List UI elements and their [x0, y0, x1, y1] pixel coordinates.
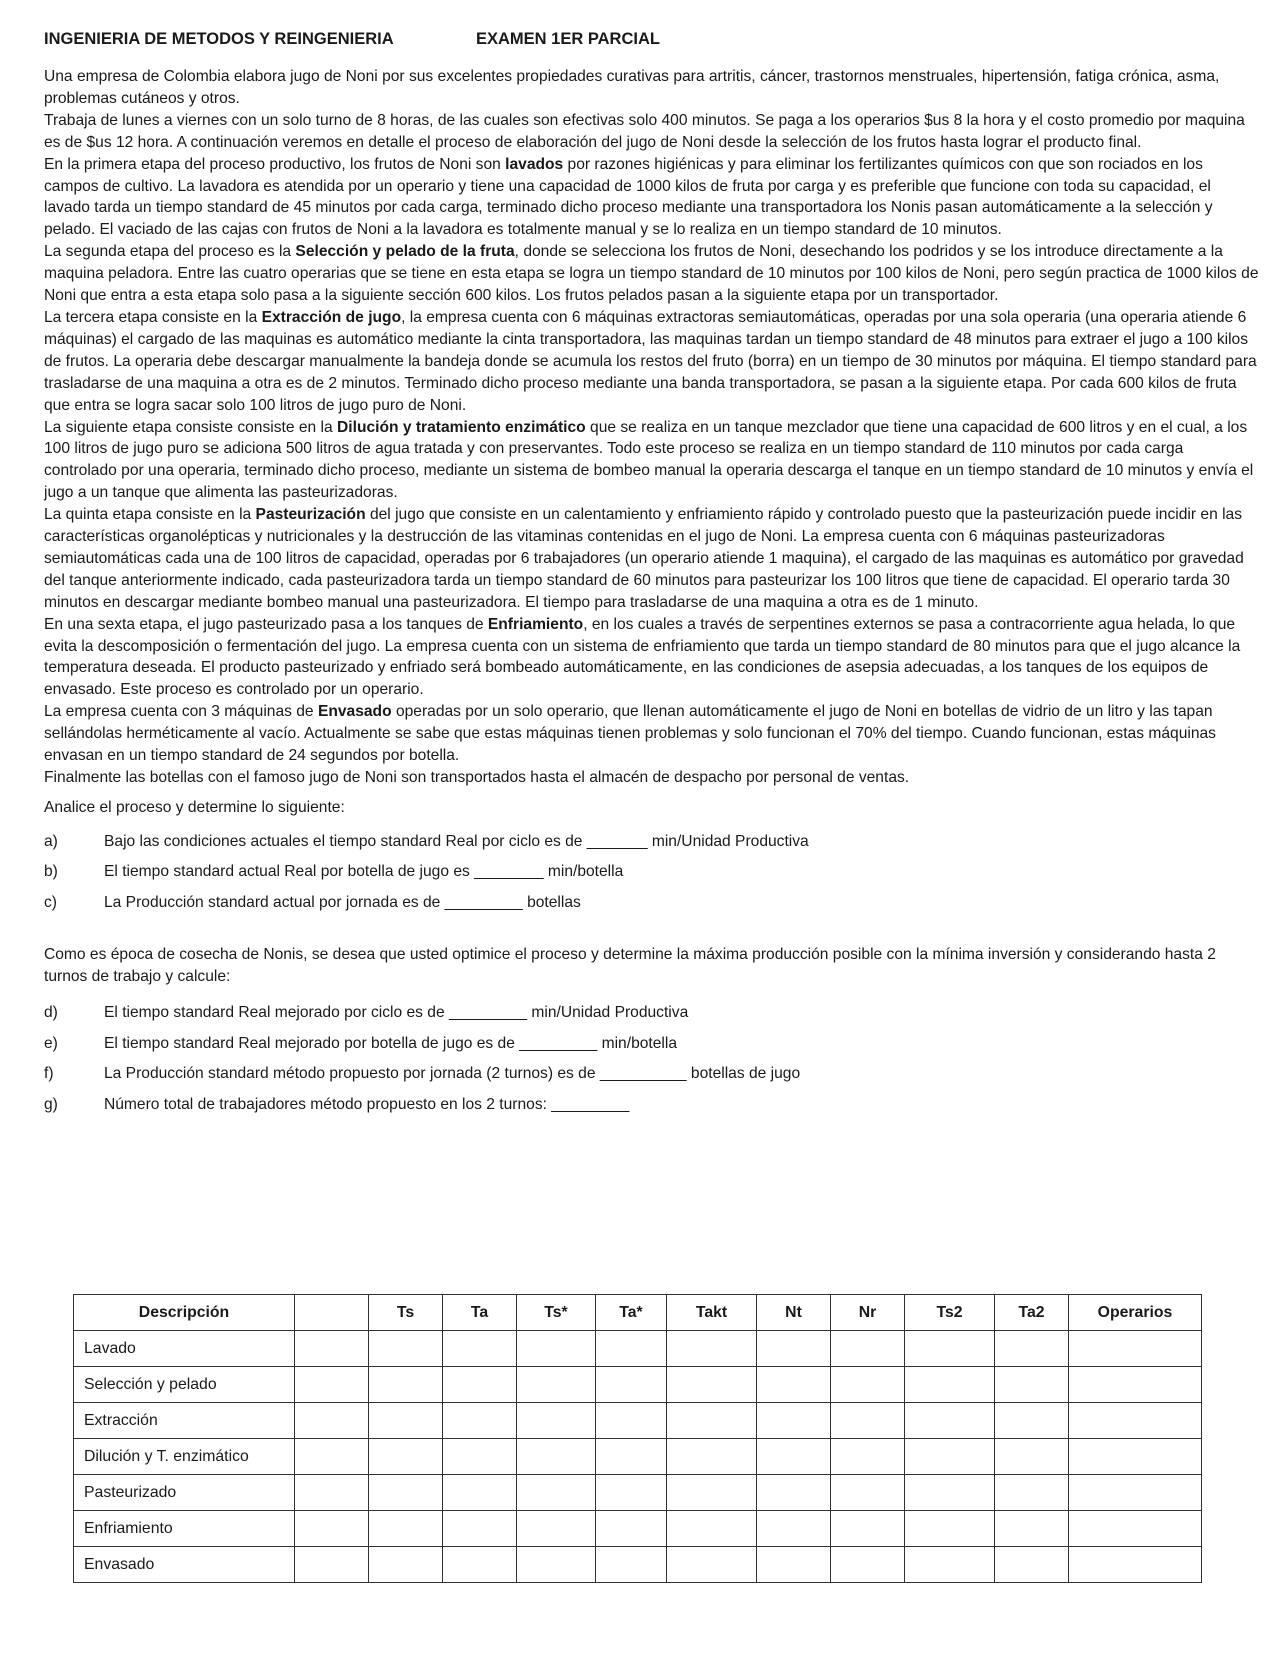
questions-list-optimized — [44, 998, 1264, 1120]
empty-cell — [831, 1547, 905, 1583]
empty-cell — [667, 1367, 757, 1403]
question-d: d) El tiempo standard Real mejorado por ciclo es de _________ min/Unidad Productiva — [44, 1004, 689, 1022]
paragraph-pasteurizacion: La quinta etapa consiste en la Pasteurización del jugo que consiste en un calentamiento y enfriamiento rápido y controlado puesto que la pasteurización puede incidir en las características organolépticas y nutricionales y la destrucción de las vitaminas contenidas en el jugo de Noni. La empresa cuenta con 6 máquinas pasteurizadoras semiautomáticas cada una de 100 litros de capacidad, operadas por 6 trabajadores (un operario atiende 1 maquina), el cargado de las maquinas es automático por gravedad del tanque anteriormente indicado, cada pasteurizadora tarda un tiempo standard de 60 minutos para pasteurizar los 100 litros que tiene de capacidad. El operario tarda 30 minutos en descargar mediante bombeo manual una pasteurizadora. El tiempo para trasladarse de una maquina a otra es de 1 minuto. — [44, 506, 1244, 611]
empty-cell — [369, 1403, 443, 1439]
empty-cell — [517, 1367, 596, 1403]
empty-cell — [369, 1367, 443, 1403]
course-title: INGENIERIA DE METODOS Y REINGENIERIA — [44, 30, 394, 48]
empty-cell — [667, 1403, 757, 1439]
empty-cell — [757, 1367, 831, 1403]
empty-cell — [596, 1547, 667, 1583]
empty-cell — [295, 1403, 369, 1439]
empty-cell — [1069, 1475, 1202, 1511]
empty-cell — [757, 1331, 831, 1367]
empty-cell — [369, 1439, 443, 1475]
analysis-table — [73, 1294, 1202, 1583]
empty-cell — [1069, 1547, 1202, 1583]
empty-cell — [596, 1367, 667, 1403]
empty-cell — [295, 1331, 369, 1367]
empty-cell — [757, 1403, 831, 1439]
questions-heading-optimized: Como es época de cosecha de Nonis, se desea que usted optimice el proceso y determine la máxima producción posible con la mínima inversión y considerando hasta 2 turnos de trabajo y calcule: — [44, 946, 1216, 986]
row-description: Envasado — [74, 1547, 295, 1583]
paragraph-intro: Una empresa de Colombia elabora jugo de Noni por sus excelentes propiedades curativas para artritis, cáncer, trastornos menstruales, hipertensión, fatiga crónica, asma, problemas cutáneos y otros. — [44, 68, 1220, 107]
empty-cell — [1069, 1439, 1202, 1475]
question-a: a) Bajo las condiciones actuales el tiempo standard Real por ciclo es de _______ min/Unidad Productiva — [44, 832, 809, 850]
paragraph-dilucion: La siguiente etapa consiste consiste en la Dilución y tratamiento enzimático que se realiza en un tanque mezclador que tiene una capacidad de 600 litros y en el cual, a los 100 litros de jugo puro se adiciona 500 litros de agua tratada y con preservantes. Todo este proceso se realiza en un tiempo standard de 110 minutos por cada carga controlado por una operaria, terminado dicho proceso, mediante un sistema de bombeo manual la operaria descarga el tanque en un tiempo standard de 10 minutos y envía el jugo a un tanque que alimenta las pasteurizadoras. — [44, 418, 1254, 502]
empty-cell — [831, 1367, 905, 1403]
empty-cell — [905, 1547, 995, 1583]
question-c: c) La Producción standard actual por jornada es de _________ botellas — [44, 893, 581, 911]
empty-cell — [517, 1403, 596, 1439]
col-header: Ts — [369, 1295, 443, 1331]
paragraph-seleccion: La segunda etapa del proceso es la Selección y pelado de la fruta, donde se selecciona los frutos de Noni, desechando los podridos y se los introduce directamente a la maquina peladora. Entre las cuatro operarias que se tiene en esta etapa se logra un tiempo standard de 10 minutos por 100 kilos de Noni, pero según practica de 1000 kilos de Noni que entra a esta etapa solo pasa a la siguiente sección 600 kilos. Los frutos pelados pasan a la siguiente etapa por un transportador. — [44, 243, 1259, 305]
row-description: Selección y pelado — [74, 1367, 295, 1403]
empty-cell — [995, 1475, 1069, 1511]
empty-cell — [667, 1511, 757, 1547]
empty-cell — [596, 1439, 667, 1475]
empty-cell — [831, 1403, 905, 1439]
empty-cell — [517, 1511, 596, 1547]
empty-cell — [443, 1367, 517, 1403]
col-header: Descripción — [74, 1295, 295, 1331]
empty-cell — [995, 1331, 1069, 1367]
empty-cell — [517, 1331, 596, 1367]
empty-cell — [596, 1331, 667, 1367]
empty-cell — [295, 1475, 369, 1511]
empty-cell — [995, 1367, 1069, 1403]
empty-cell — [995, 1439, 1069, 1475]
paragraph-lavado: En la primera etapa del proceso productivo, los frutos de Noni son lavados por razones higiénicas y para eliminar los fertilizantes químicos con que son rociados en los campos de cultivo. La lavadora es atendida por un operario y tiene una capacidad de 1000 kilos de fruta por carga y es preferible que funcione con toda su capacidad, el lavado tarda un tiempo standard de 45 minutos por cada carga, terminado dicho proceso mediante una transportadora los Nonis pasan automáticamente a la selección y pelado. El vaciado de las cajas con frutos de Noni a la lavadora es totalmente manual y se lo realiza en un tiempo standard de 10 minutos. — [44, 155, 1213, 239]
empty-cell — [596, 1475, 667, 1511]
question-g: g) Número total de trabajadores método propuesto en los 2 turnos: _________ — [44, 1095, 630, 1113]
exam-page — [44, 26, 1264, 1120]
questions-list-current — [44, 827, 1264, 919]
paragraph-final: Finalmente las botellas con el famoso jugo de Noni son transportados hasta el almacén de despacho por personal de ventas. — [44, 769, 910, 786]
empty-cell — [831, 1331, 905, 1367]
empty-cell — [1069, 1331, 1202, 1367]
row-description: Dilución y T. enzimático — [74, 1439, 295, 1475]
col-header: Ta — [443, 1295, 517, 1331]
empty-cell — [369, 1547, 443, 1583]
col-header: Nr — [831, 1295, 905, 1331]
row-description: Extracción — [74, 1403, 295, 1439]
table-row — [74, 1547, 1202, 1583]
empty-cell — [295, 1547, 369, 1583]
empty-cell — [443, 1475, 517, 1511]
row-description: Enfriamiento — [74, 1511, 295, 1547]
table-row — [74, 1439, 1202, 1475]
empty-cell — [995, 1403, 1069, 1439]
empty-cell — [295, 1367, 369, 1403]
paragraph-extraccion: La tercera etapa consiste en la Extracción de jugo, la empresa cuenta con 6 máquinas extractoras semiautomáticas, operadas por una sola operaria (una operaria atiende 6 máquinas) el cargado de las maquinas es automático mediante la cinta transportadora, las maquinas tardan un tiempo standard de 48 minutos para extraer el jugo a 100 kilos de frutos. La operaria debe descargar manualmente la bandeja donde se acumula los restos del fruto (borra) en un tiempo de 30 minutos por máquina. El tiempo standard para trasladarse de una maquina a otra es de 2 minutos. Terminado dicho proceso mediante una banda transportadora, se pasan a la siguiente etapa. Por cada 600 kilos de fruta que entra se logra sacar solo 100 litros de jugo puro de Noni. — [44, 308, 1257, 414]
col-header: Ta* — [596, 1295, 667, 1331]
table-row — [74, 1475, 1202, 1511]
exam-title: EXAMEN 1ER PARCIAL — [476, 30, 660, 48]
empty-cell — [905, 1475, 995, 1511]
paragraph-schedule: Trabaja de lunes a viernes con un solo turno de 8 horas, de las cuales son efectivas solo 400 minutos. Se paga a los operarios $us 8 la hora y el costo promedio por maquina es de $us 12 hora. A continuación veremos en detalle el proceso de elaboración del jugo de Noni desde la selección de los frutos hasta lograr el producto final. — [44, 111, 1245, 151]
empty-cell — [831, 1475, 905, 1511]
question-b: b) El tiempo standard actual Real por botella de jugo es ________ min/botella — [44, 863, 624, 881]
row-description: Pasteurizado — [74, 1475, 295, 1511]
empty-cell — [369, 1511, 443, 1547]
question-f: f) La Producción standard método propuesto por jornada (2 turnos) es de __________ botellas de jugo — [44, 1065, 801, 1083]
paragraph-envasado: La empresa cuenta con 3 máquinas de Envasado operadas por un solo operario, que llenan automáticamente el jugo de Noni en botellas de vidrio de un litro y las tapan sellándolas herméticamente al vacío. Actualmente se sabe que estas máquinas tienen problemas y solo funcionan el 70% del tiempo. Cuando funcionan, estas máquinas envasan en un tiempo standard de 24 segundos por botella. — [44, 703, 1216, 765]
empty-cell — [757, 1511, 831, 1547]
col-header: Ts* — [517, 1295, 596, 1331]
col-header — [295, 1295, 369, 1331]
empty-cell — [905, 1367, 995, 1403]
empty-cell — [831, 1439, 905, 1475]
empty-cell — [295, 1439, 369, 1475]
empty-cell — [443, 1439, 517, 1475]
empty-cell — [517, 1547, 596, 1583]
empty-cell — [1069, 1403, 1202, 1439]
empty-cell — [905, 1439, 995, 1475]
table-row — [74, 1511, 1202, 1547]
empty-cell — [369, 1475, 443, 1511]
empty-cell — [1069, 1367, 1202, 1403]
empty-cell — [517, 1475, 596, 1511]
paragraph-enfriamiento: En una sexta etapa, el jugo pasteurizado pasa a los tanques de Enfriamiento, en los cuales a través de serpentines externos se pasa a contracorriente agua helada, lo que evita la descomposición o fermentación del jugo. La empresa cuenta con un sistema de enfriamiento que tarda un tiempo standard de 80 minutos para que el jugo alcance la temperatura deseada. El producto pasteurizado y enfriado será bombeado automáticamente, en las condiciones de asepsia adecuadas, a los tanques de los equipos de envasado. Este proceso es controlado por un operario. — [44, 615, 1241, 699]
empty-cell — [1069, 1511, 1202, 1547]
question-e: e) El tiempo standard Real mejorado por botella de jugo es de _________ min/botella — [44, 1034, 678, 1052]
empty-cell — [757, 1547, 831, 1583]
empty-cell — [369, 1331, 443, 1367]
empty-cell — [667, 1439, 757, 1475]
empty-cell — [905, 1511, 995, 1547]
row-description: Lavado — [74, 1331, 295, 1367]
empty-cell — [831, 1511, 905, 1547]
empty-cell — [667, 1547, 757, 1583]
exam-header — [44, 26, 1264, 52]
empty-cell — [443, 1511, 517, 1547]
empty-cell — [667, 1475, 757, 1511]
table-header-row — [74, 1295, 1202, 1331]
col-header: Nt — [757, 1295, 831, 1331]
empty-cell — [443, 1547, 517, 1583]
table-row — [74, 1367, 1202, 1403]
empty-cell — [443, 1331, 517, 1367]
empty-cell — [596, 1403, 667, 1439]
empty-cell — [995, 1511, 1069, 1547]
empty-cell — [596, 1511, 667, 1547]
empty-cell — [905, 1331, 995, 1367]
col-header: Takt — [667, 1295, 757, 1331]
empty-cell — [905, 1403, 995, 1439]
empty-cell — [443, 1403, 517, 1439]
questions-heading: Analice el proceso y determine lo siguiente: — [44, 798, 345, 816]
col-header: Operarios — [1069, 1295, 1202, 1331]
empty-cell — [517, 1439, 596, 1475]
col-header: Ts2 — [905, 1295, 995, 1331]
problem-statement — [44, 66, 1260, 789]
empty-cell — [757, 1475, 831, 1511]
table-row — [74, 1403, 1202, 1439]
table-row — [74, 1331, 1202, 1367]
table-body — [74, 1331, 1202, 1583]
empty-cell — [995, 1547, 1069, 1583]
empty-cell — [667, 1331, 757, 1367]
col-header: Ta2 — [995, 1295, 1069, 1331]
empty-cell — [295, 1511, 369, 1547]
empty-cell — [757, 1439, 831, 1475]
